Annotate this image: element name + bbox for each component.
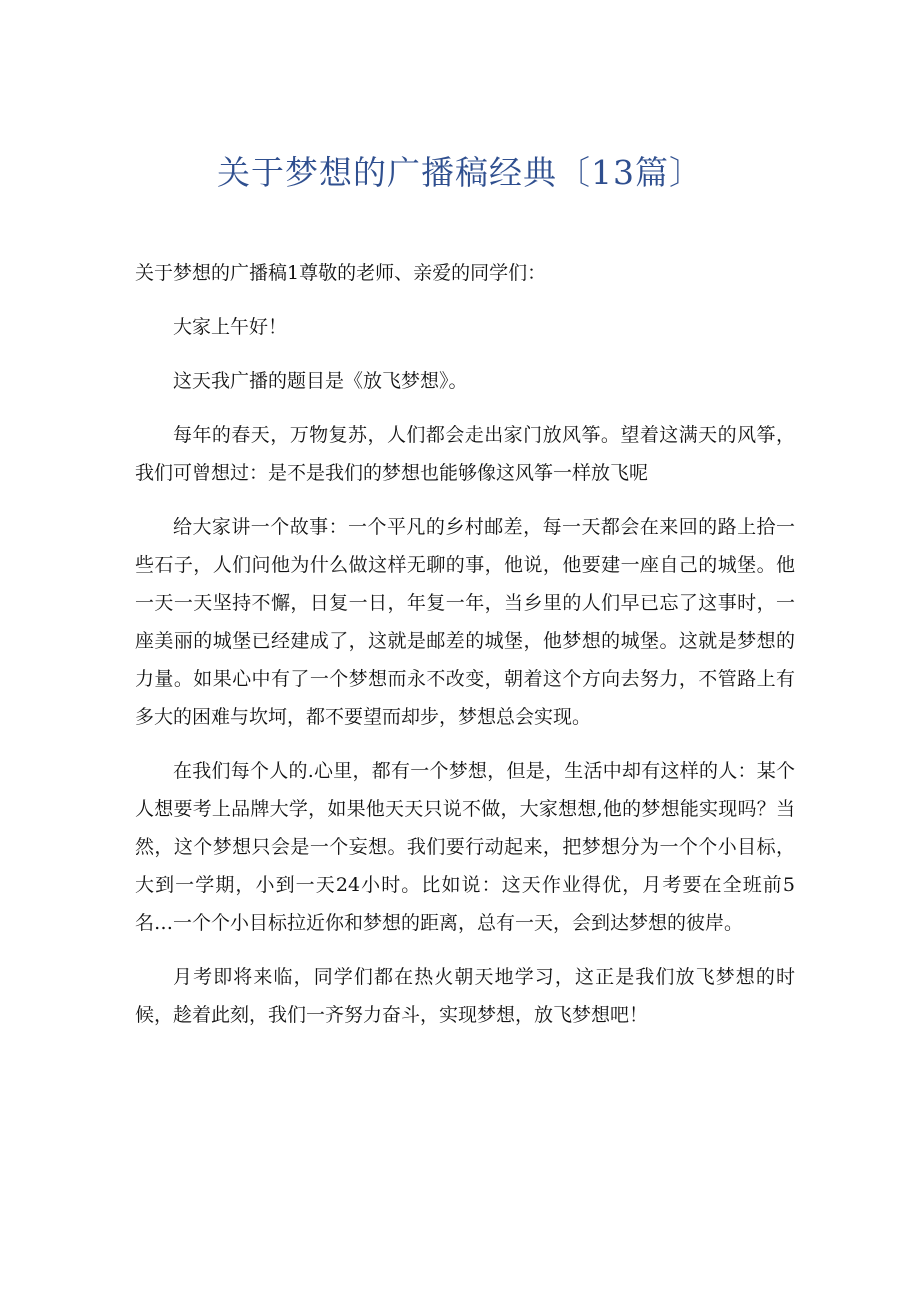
document-body (135, 254, 795, 1050)
paragraph-3: 这天我广播的题目是《放飞梦想》。 (173, 370, 468, 392)
paragraph-2: 大家上午好！ (173, 316, 288, 338)
paragraph-1: 关于梦想的广播稿1尊敬的老师、亲爱的同学们： (135, 262, 547, 284)
paragraph-7: 月考即将来临，同学们都在热火朝天地学习，这正是我们放飞梦想的时候，趁着此刻，我们一齐努力奋斗，实现梦想，放飞梦想吧！ (135, 966, 795, 1026)
paragraph-4: 每年的春天，万物复苏，人们都会走出家门放风筝。望着这满天的风筝，我们可曾想过：是不是我们的梦想也能够像这风筝一样放飞呢 (135, 424, 795, 484)
document-title: 关于梦想的广播稿经典〔13篇〕 (217, 153, 703, 192)
paragraph-6: 在我们每个人的.心里，都有一个梦想，但是，生活中却有这样的人：某个人想要考上品牌大学，如果他天天只说不做，大家想想,他的梦想能实现吗？当然，这个梦想只会是一个妄想。我们要行动起来，把梦想分为一个个小目标，大到一学期，小到一天24小时。比如说：这天作业得优，月考要在全班前5名…一个个小目标拉近你和梦想的距离，总有一天，会到达梦想的彼岸。 (135, 760, 795, 934)
paragraph-5: 给大家讲一个故事：一个平凡的乡村邮差，每一天都会在来回的路上拾一些石子，人们问他为什么做这样无聊的事，他说，他要建一座自己的城堡。他一天一天坚持不懈，日复一日，年复一年，当乡里的人们早已忘了这事时，一座美丽的城堡已经建成了，这就是邮差的城堡，他梦想的城堡。这就是梦想的力量。如果心中有了一个梦想而永不改变，朝着这个方向去努力，不管路上有多大的困难与坎坷，都不要望而却步，梦想总会实现。 (135, 516, 795, 728)
